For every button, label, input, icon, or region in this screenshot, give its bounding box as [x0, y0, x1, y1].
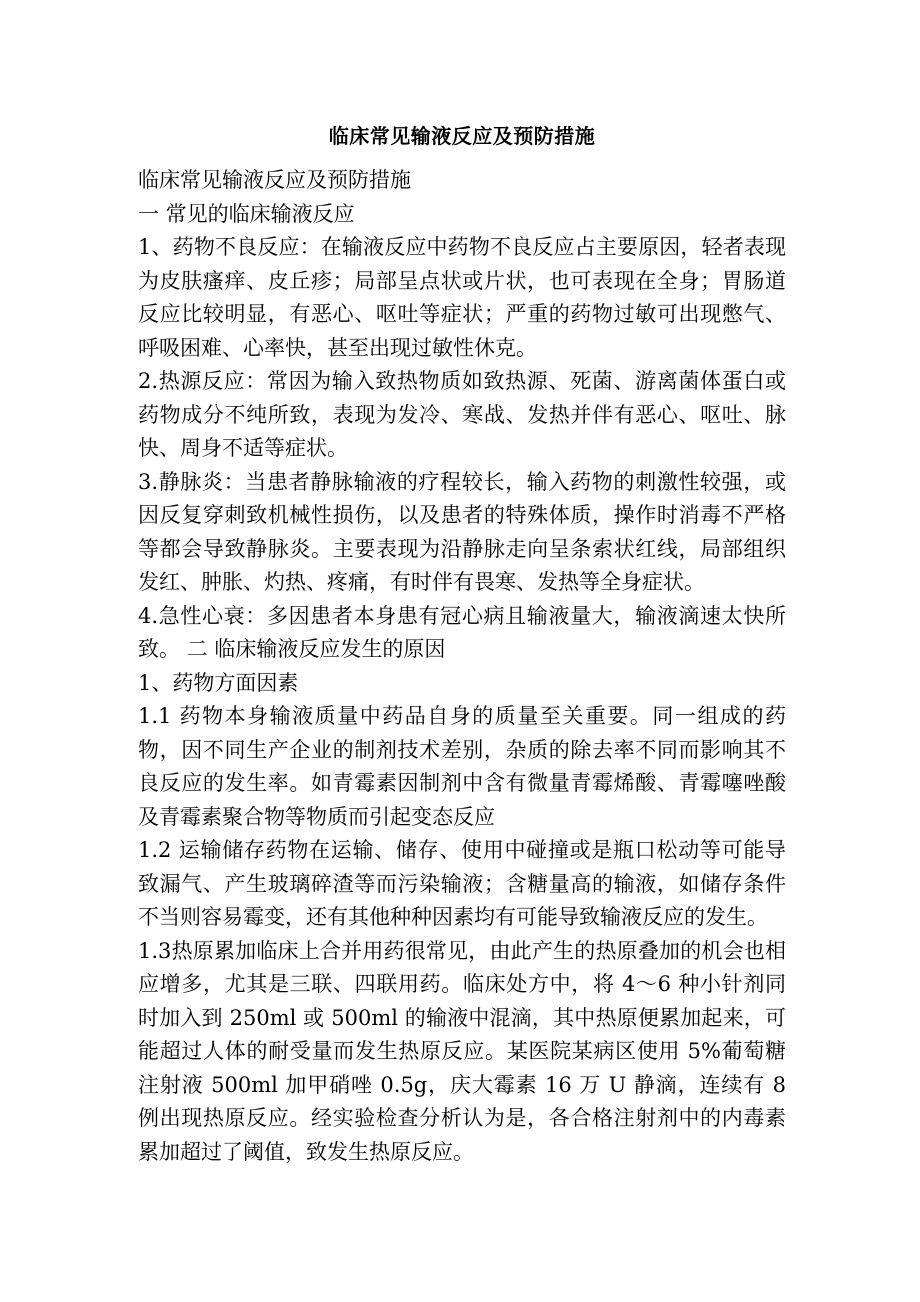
document-page	[138, 118, 786, 1169]
paragraph-acute-heart-failure: 4.急性心衰：多因患者本身患有冠心病且输液量大，输液滴速太快所致。 二 临床输液反应发生的原因	[138, 603, 786, 661]
paragraph-drug-factors-heading: 1、药物方面因素	[138, 670, 299, 695]
document-title: 临床常见输液反应及预防措施	[328, 124, 596, 148]
paragraph-phlebitis: 3.静脉炎：当患者静脉输液的疗程较长，输入药物的刺激性较强，或因反复穿刺致机械性损伤，以及患者的特殊体质，操作时消毒不严格等都会导致静脉炎。主要表现为沿静脉走向呈条索状红线，局部组织发红、肿胀、灼热、疼痛，有时伴有畏寒、发热等全身症状。	[138, 469, 786, 594]
paragraph-pyrogen-accumulation: 1.3热原累加临床上合并用药很常见，由此产生的热原叠加的机会也相应增多，尤其是三联、四联用药。临床处方中，将 4～6 种小针剂同时加入到 250ml 或 500ml 的输液中混滴，其中热原便累加起来，可能超过人体的耐受量而发生热原反应。某医院某病区使用 5%葡萄糖注射液 500ml 加甲硝唑 0.5g，庆大霉素 16 万 U 静滴，连续有 8 例出现热原反应。经实验检查分析认为是，各合格注射剂中的内毒素累加超过了阈值，致发生热原反应。	[138, 938, 786, 1164]
paragraph-subtitle: 临床常见输液反应及预防措施	[138, 168, 411, 192]
paragraph-drug-quality: 1.1 药物本身输液质量中药品自身的质量至关重要。同一组成的药物，因不同生产企业的制剂技术差别，杂质的除去率不同而影响其不良反应的发生率。如青霉素因制剂中含有微量青霉烯酸、青霉噻唑酸及青霉素聚合物等物质而引起变态反应	[138, 704, 786, 829]
paragraph-pyrogen-reaction: 2.热源反应：常因为输入致热物质如致热源、死菌、游离菌体蛋白或药物成分不纯所致，表现为发冷、寒战、发热并伴有恶心、呕吐、脉快、周身不适等症状。	[138, 369, 786, 460]
paragraph-transport-storage: 1.2 运输储存药物在运输、储存、使用中碰撞或是瓶口松动等可能导致漏气、产生玻璃碎渣等而污染输液；含糖量高的输液，如储存条件不当则容易霉变，还有其他种种因素均有可能导致输液反应的发生。	[138, 838, 786, 929]
paragraph-section-one-heading: 一 常见的临床输液反应	[138, 201, 355, 226]
paragraph-drug-adverse-reaction: 1、药物不良反应：在输液反应中药物不良反应占主要原因，轻者表现为皮肤瘙痒、皮丘疹；局部呈点状或片状，也可表现在全身；胃肠道反应比较明显，有恶心、呕吐等症状；严重的药物过敏可出现憋气、呼吸困难、心率快，甚至出现过敏性休克。	[138, 235, 786, 360]
